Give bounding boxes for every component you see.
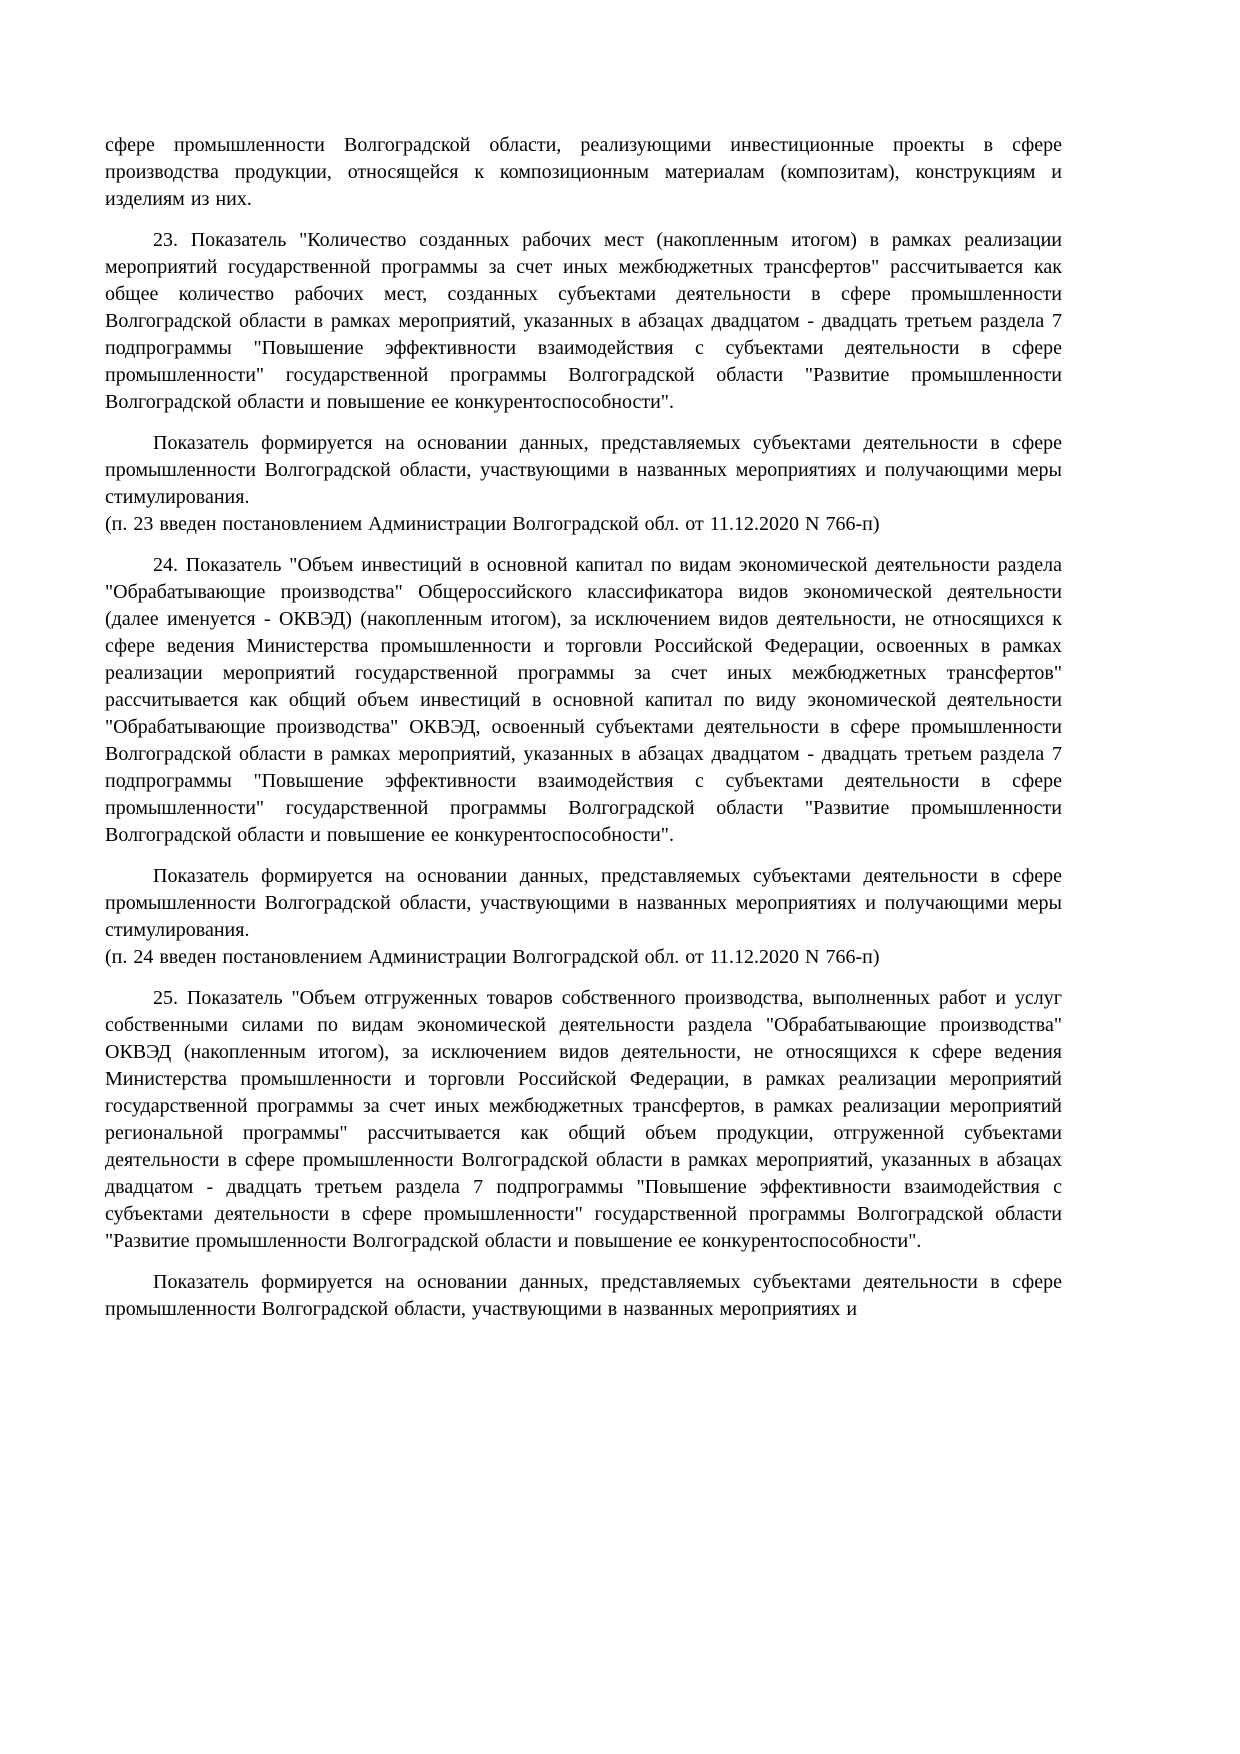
- paragraph-item-23-source-note: Показатель формируется на основании данных, представляемых субъектами деятельности в сфере промышленности Волгоградской области, участвующими в названных мероприятиях и получающими меры стимулирования.: [105, 432, 1062, 508]
- paragraph-item-25-source-note-partial: Показатель формируется на основании данных, представляемых субъектами деятельности в сфере промышленности Волгоградской области, участвующими в названных мероприятиях и: [105, 1271, 1062, 1320]
- paragraph-item-24-source-note: Показатель формируется на основании данных, представляемых субъектами деятельности в сфере промышленности Волгоградской области, участвующими в названных мероприятиях и получающими меры стимулирования.: [105, 865, 1062, 941]
- paragraph-item-24: 24. Показатель "Объем инвестиций в основной капитал по видам экономической деятельности раздела "Обрабатывающие производства" Общероссийского классификатора видов экономической деятельности (далее именуется - ОКВЭД) (накопленным итогом), за исключением видов деятельности, не относящихся к сфере ведения Министерства промышленности и торговли Российской Федерации, освоенных в рамках реализации мероприятий государственной программы за счет иных межбюджетных трансфертов" рассчитывается как общий объем инвестиций в основной капитал по виду экономической деятельности "Обрабатывающие производства" ОКВЭД, освоенный субъектами деятельности в сфере промышленности Волгоградской области в рамках мероприятий, указанных в абзацах двадцатом - двадцать третьем раздела 7 подпрограммы "Повышение эффективности взаимодействия с субъектами деятельности в сфере промышленности" государственной программы Волгоградской области "Развитие промышленности Волгоградской области и повышение ее конкурентоспособности".: [105, 554, 1062, 846]
- paragraph-item-24-amendment-note: (п. 24 введен постановлением Администрации Волгоградской обл. от 11.12.2020 N 766-п): [105, 946, 880, 968]
- paragraph-item-23-amendment-note: (п. 23 введен постановлением Администрации Волгоградской обл. от 11.12.2020 N 766-п): [105, 513, 880, 535]
- paragraph-continuation: сфере промышленности Волгоградской области, реализующими инвестиционные проекты в сфере производства продукции, относящейся к композиционным материалам (композитам), конструкциям и изделиям из них.: [105, 134, 1062, 210]
- paragraph-item-25: 25. Показатель "Объем отгруженных товаров собственного производства, выполненных работ и услуг собственными силами по видам экономической деятельности раздела "Обрабатывающие производства" ОКВЭД (накопленным итогом), за исключением видов деятельности, не относящихся к сфере ведения Министерства промышленности и торговли Российской Федерации, в рамках реализации мероприятий государственной программы за счет иных межбюджетных трансфертов, в рамках реализации мероприятий региональной программы" рассчитывается как общий объем продукции, отгруженной субъектами деятельности в сфере промышленности Волгоградской области в рамках мероприятий, указанных в абзацах двадцатом - двадцать третьем раздела 7 подпрограммы "Повышение эффективности взаимодействия с субъектами деятельности в сфере промышленности" государственной программы Волгоградской области "Развитие промышленности Волгоградской области и повышение ее конкурентоспособности".: [105, 987, 1062, 1252]
- paragraph-item-23: 23. Показатель "Количество созданных рабочих мест (накопленным итогом) в рамках реализации мероприятий государственной программы за счет иных межбюджетных трансфертов" рассчитывается как общее количество рабочих мест, созданных субъектами деятельности в сфере промышленности Волгоградской области в рамках мероприятий, указанных в абзацах двадцатом - двадцать третьем раздела 7 подпрограммы "Повышение эффективности взаимодействия с субъектами деятельности в сфере промышленности" государственной программы Волгоградской области "Развитие промышленности Волгоградской области и повышение ее конкурентоспособности".: [105, 229, 1062, 413]
